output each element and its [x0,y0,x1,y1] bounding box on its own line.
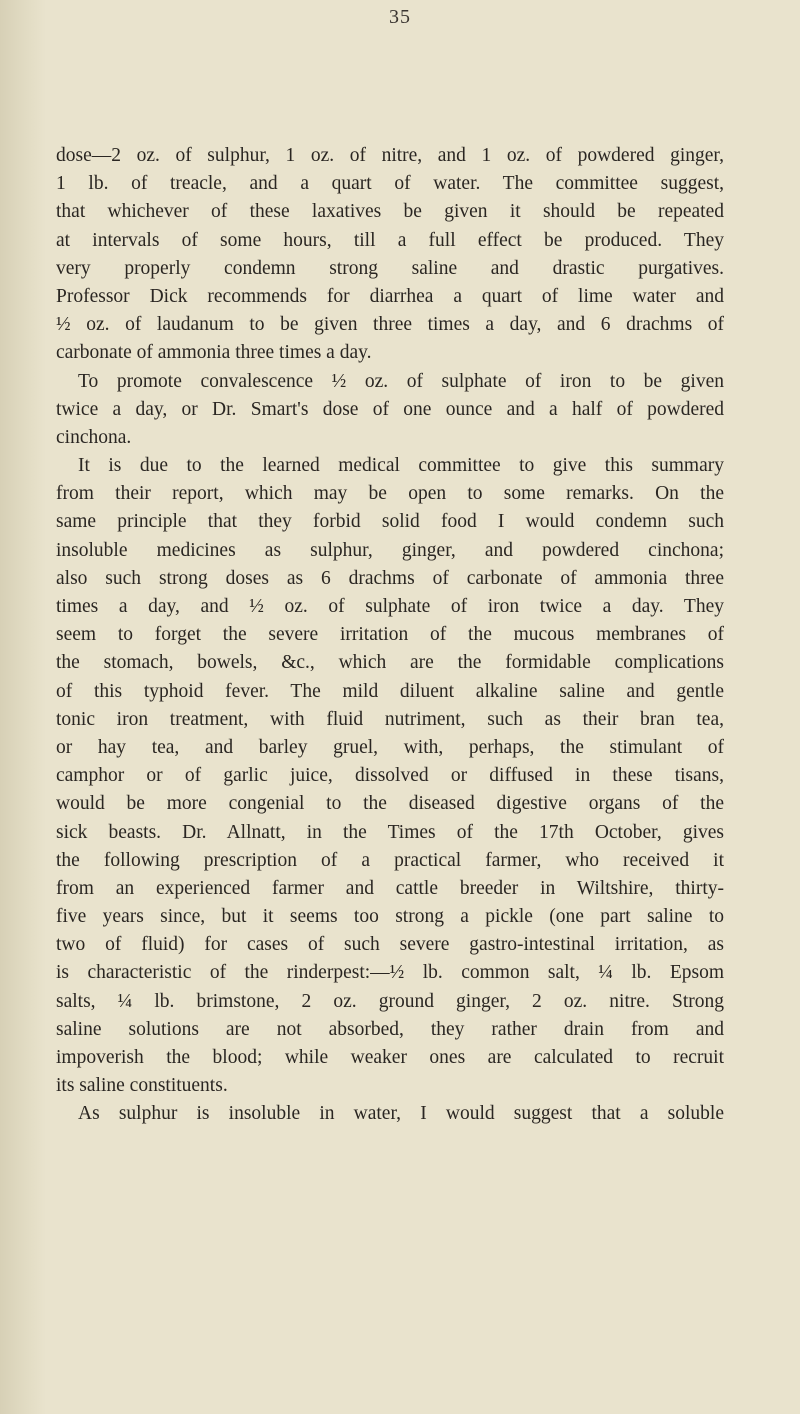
text-line: seem to forget the severe irritation of the mucous membranes of [56,624,724,646]
text-line: camphor or of garlic juice, dissolved or diffused in these tisans, [56,765,724,787]
body-text [56,142,724,1129]
text-line: that whichever of these laxatives be given it should be repeated [56,201,724,223]
text-line: at intervals of some hours, till a full effect be produced. They [56,229,724,251]
text-line: impoverish the blood; while weaker ones are calculated to recruit [56,1047,724,1068]
page-number: 35 [389,6,411,28]
paragraph-start-line: As sulphur is insoluble in water, I would suggest that a soluble [78,1103,724,1125]
text-line: Professor Dick recommends for diarrhea a quart of lime water and [56,285,724,307]
text-line: its saline constituents. [56,1075,228,1097]
text-line: carbonate of ammonia three times a day. [56,342,372,364]
text-line: also such strong doses as 6 drachms of carbonate of ammonia three [56,567,724,589]
text-line: ½ oz. of laudanum to be given three times a day, and 6 drachms of [56,314,724,336]
text-line: very properly condemn strong saline and drastic purgatives. [56,257,724,279]
text-line: of this typhoid fever. The mild diluent alkaline saline and gentle [56,680,724,702]
text-line: the stomach, bowels, &c., which are the formidable complications [56,652,724,674]
page-edge-shadow [0,0,46,1414]
paragraph-start-line: To promote convalescence ½ oz. of sulphate of iron to be given [78,370,724,392]
text-line: times a day, and ½ oz. of sulphate of iron twice a day. They [56,596,724,617]
text-line: would be more congenial to the diseased digestive organs of the [56,793,724,815]
text-line: insoluble medicines as sulphur, ginger, and powdered cinchona; [56,539,724,561]
text-line: the following prescription of a practical farmer, who received it [56,849,724,871]
text-line: sick beasts. Dr. Allnatt, in the Times of the 17th October, gives [56,821,724,843]
paragraph-start-line: It is due to the learned medical committee to give this summary [78,455,724,477]
text-line: from their report, which may be open to some remarks. On the [56,483,724,505]
text-line: salts, ¼ lb. brimstone, 2 oz. ground ginger, 2 oz. nitre. Strong [56,990,724,1012]
text-line: is characteristic of the rinderpest:—½ lb. common salt, ¼ lb. Epsom [56,962,724,984]
text-line: or hay tea, and barley gruel, with, perhaps, the stimulant of [56,736,724,758]
text-line: saline solutions are not absorbed, they rather drain from and [56,1018,724,1040]
text-line: twice a day, or Dr. Smart's dose of one ounce and a half of powdered [56,398,724,420]
text-line: two of fluid) for cases of such severe gastro-intestinal irritation, as [56,934,724,956]
text-line: 1 lb. of treacle, and a quart of water. The committee suggest, [56,173,724,195]
text-line: from an experienced farmer and cattle breeder in Wiltshire, thirty- [56,877,724,899]
text-line: tonic iron treatment, with fluid nutriment, such as their bran tea, [56,708,724,730]
text-line: cinchona. [56,426,132,448]
text-line: dose—2 oz. of sulphur, 1 oz. of nitre, and 1 oz. of powdered ginger, [56,145,724,166]
text-line: five years since, but it seems too strong a pickle (one part saline to [56,906,724,928]
text-line: same principle that they forbid solid food I would condemn such [56,511,724,533]
